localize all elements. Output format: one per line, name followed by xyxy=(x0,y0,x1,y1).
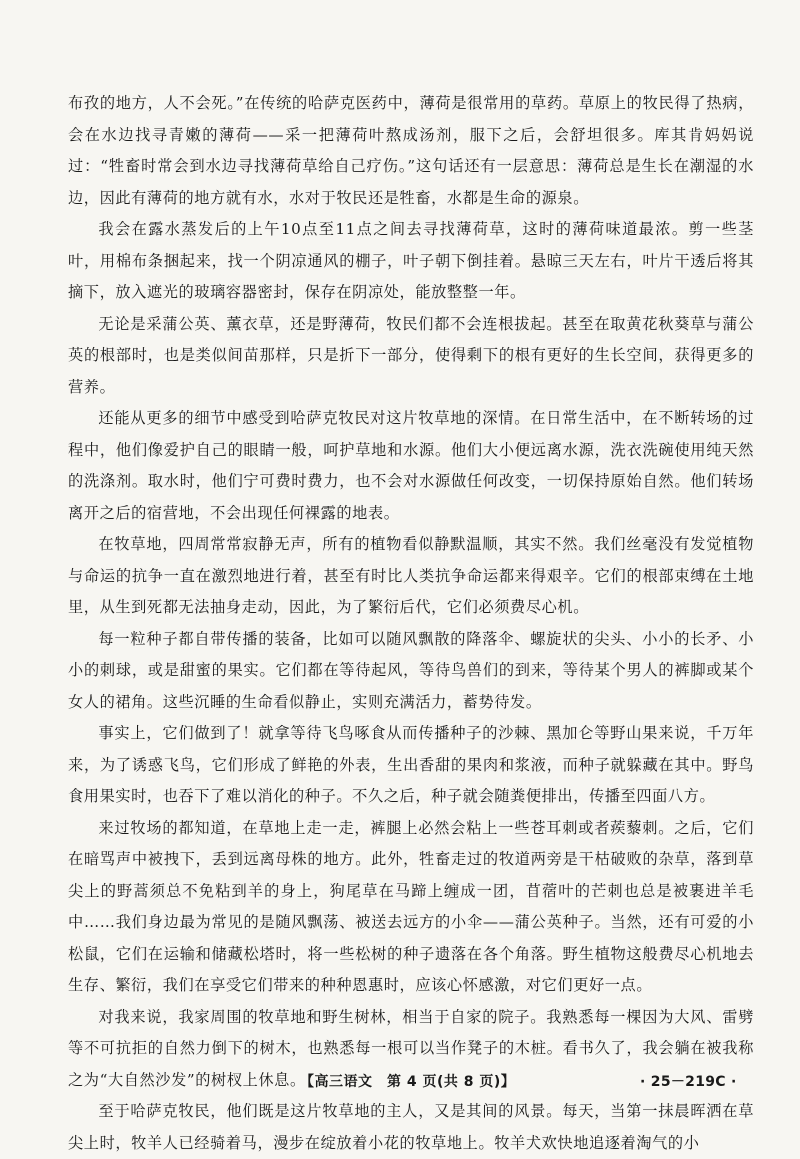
paragraph: 事实上，它们做到了！就拿等待飞鸟啄食从而传播种子的沙棘、黑加仑等野山果来说，千万年来，为了诱惑飞鸟，它们形成了鲜艳的外表，生出香甜的果肉和浆液，而种子就躲藏在其中。野鸟食用果实时，也吞下了难以消化的种子。不久之后，种子就会随粪便排出，传播至四面八方。 xyxy=(68,724,754,805)
paragraph: 至于哈萨克牧民，他们既是这片牧草地的主人，又是其间的风景。每天，当第一抹晨晖洒在草尖上时，牧羊人已经骑着马，漫步在绽放着小花的牧草地上。牧羊犬欢快地追逐着淘气的小 xyxy=(68,1102,754,1152)
document-body xyxy=(68,88,754,1159)
page-number-label: 【高三语文 第 4 页(共 8 页)】 xyxy=(300,1074,516,1090)
paragraph: 我会在露水蒸发后的上午10点至11点之间去寻找薄荷草，这时的薄荷味道最浓。剪一些茎叶，用棉布条捆起来，找一个阴凉通风的棚子，叶子朝下倒挂着。悬晾三天左右，叶片干透后将其摘下，放入遮光的玻璃容器密封，保存在阴凉处，能放整整一年。 xyxy=(68,220,754,301)
exam-code: · 25－219C · xyxy=(640,1074,737,1090)
paragraph: 还能从更多的细节中感受到哈萨克牧民对这片牧草地的深情。在日常生活中，在不断转场的过程中，他们像爱护自己的眼睛一般，呵护草地和水源。他们大小便远离水源，洗衣洗碗使用纯天然的洗涤剂。取水时，他们宁可费时费力，也不会对水源做任何改变，一切保持原始自然。他们转场离开之后的宿营地，不会出现任何裸露的地表。 xyxy=(68,409,754,522)
paragraph: 来过牧场的都知道，在草地上走一走，裤腿上必然会粘上一些苍耳刺或者蒺藜刺。之后，它们在暗骂声中被拽下，丢到远离母株的地方。此外，牲畜走过的牧道两旁是干枯破败的杂草，落到草尖上的野蒿须总不免粘到羊的身上，狗尾草在马蹄上缠成一团，苜蓿叶的芒刺也总是被裹进羊毛中……我们身边最为常见的是随风飘荡、被送去远方的小伞——蒲公英种子。当然，还有可爱的小松鼠，它们在运输和储藏松塔时，将一些松树的种子遗落在各个角落。野生植物这般费尽心机地去生存、繁衍，我们在享受它们带来的种种恩惠时，应该心怀感激，对它们更好一点。 xyxy=(68,818,754,994)
page-footer xyxy=(0,1071,800,1095)
paragraph: 无论是采蒲公英、薰衣草，还是野薄荷，牧民们都不会连根拔起。甚至在取黄花秋葵草与蒲公英的根部时，也是类似间苗那样，只是折下一部分，使得剩下的根有更好的生长空间，获得更多的营养。 xyxy=(68,314,754,396)
paragraph: 每一粒种子都自带传播的装备，比如可以随风飘散的降落伞、螺旋状的尖头、小小的长矛、小小的刺球，或是甜蜜的果实。它们都在等待起风，等待鸟兽们的到来，等待某个男人的裤脚或某个女人的裙角。这些沉睡的生命看似静止，实则充满活力，蓄势待发。 xyxy=(68,629,754,711)
paragraph-continuation: 布孜的地方，人不会死。”在传统的哈萨克医药中，薄荷是很常用的草药。草原上的牧民得了热病，会在水边找寻青嫩的薄荷——采一把薄荷叶熬成汤剂，服下之后，会舒坦很多。库其肯妈妈说过：“牲畜时常会到水边寻找薄荷草给自己疗伤。”这句话还有一层意思：薄荷总是生长在潮湿的水边，因此有薄荷的地方就有水，水对于牧民还是牲畜，水都是生命的源泉。 xyxy=(68,94,754,207)
paragraph: 在牧草地，四周常常寂静无声，所有的植物看似静默温顺，其实不然。我们丝毫没有发觉植物与命运的抗争一直在激烈地进行着，甚至有时比人类抗争命运都来得艰辛。它们的根部束缚在土地里，从生到死都无法抽身走动，因此，为了繁衍后代，它们必须费尽心机。 xyxy=(68,535,754,616)
paragraph: 对我来说，我家周围的牧草地和野生树林，相当于自家的院子。我熟悉每一棵因为大风、雷劈等不可抗拒的自然力倒下的树木，也熟悉每一根可以当作凳子的木桩。看书久了，我会躺在被我称之为“大自然沙发”的树杈上休息。 xyxy=(68,1007,754,1089)
